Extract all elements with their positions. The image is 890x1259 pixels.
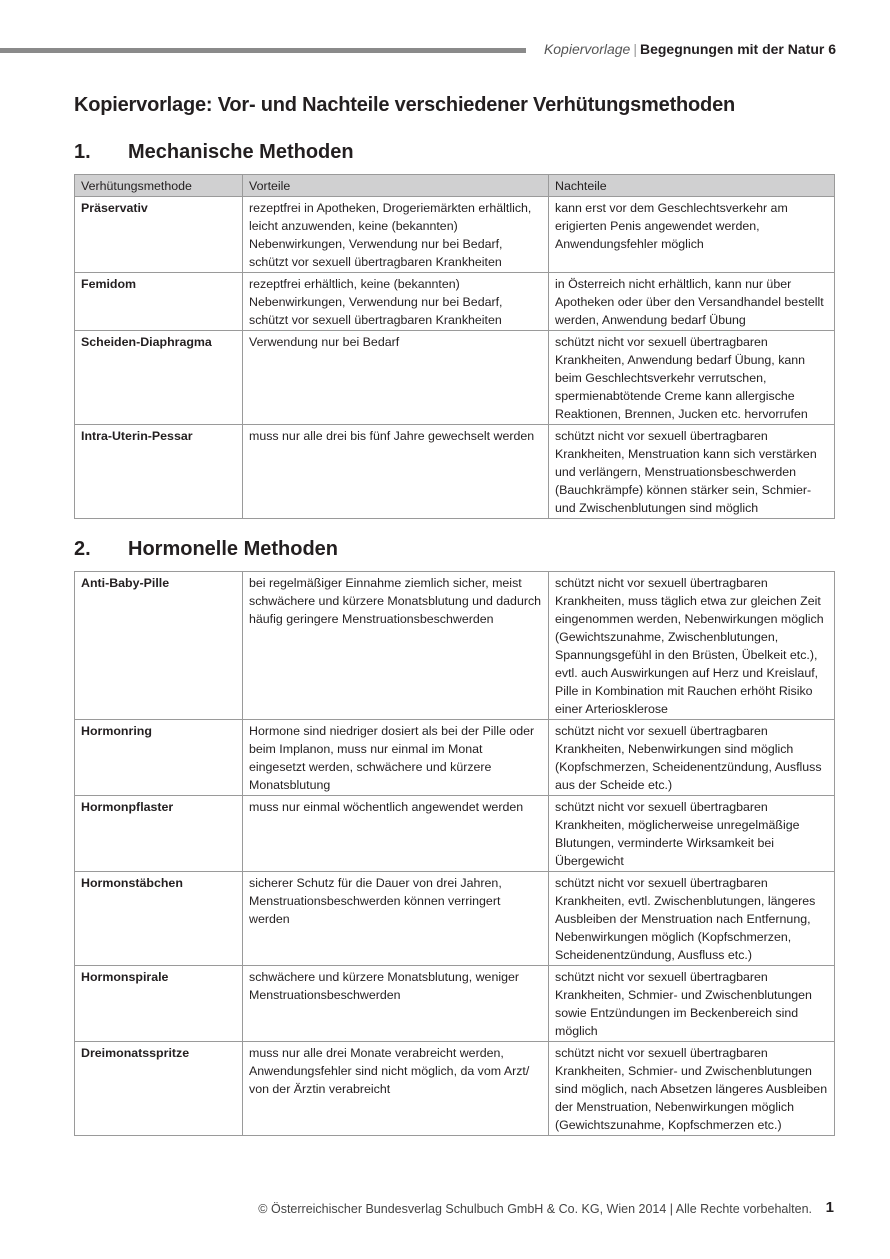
- cons-cell: in Österreich nicht erhältlich, kann nur über Apotheken oder über den Versandhandel bestellt werden, Anwendung bedarf Übung: [549, 273, 835, 331]
- pros-cell: schwächere und kürzere Monatsblutung, weniger Menstruationsbeschwerden: [243, 966, 549, 1042]
- section-2-heading: [74, 538, 338, 561]
- mechanical-methods-table: [74, 174, 835, 519]
- table-row: [75, 273, 835, 331]
- cons-cell: schützt nicht vor sexuell übertragbaren Krankheiten, möglicherweise unregelmäßige Blutungen, verminderte Wirksamkeit bei Übergewicht: [549, 796, 835, 872]
- method-cell: Intra-Uterin-Pessar: [75, 425, 243, 519]
- section-1-heading: [74, 141, 354, 164]
- method-cell: Dreimonatsspritze: [75, 1042, 243, 1136]
- method-cell: Hormonstäbchen: [75, 872, 243, 966]
- method-cell: Femidom: [75, 273, 243, 331]
- pros-cell: Hormone sind niedriger dosiert als bei der Pille oder beim Implanon, muss nur einmal im Monat eingesetzt werden, schwächere und kürzere Monatsblutung: [243, 720, 549, 796]
- cons-cell: schützt nicht vor sexuell übertragbaren Krankheiten, Menstruation kann sich verstärken und verlängern, Menstruationsbeschwerden (Bauchkrämpfe) können stärker sein, Schmier- und Zwischenblutungen sind möglich: [549, 425, 835, 519]
- copyright-footer: © Österreichischer Bundesverlag Schulbuch GmbH & Co. KG, Wien 2014 | Alle Rechte vorbehalten.: [258, 1202, 812, 1216]
- table-row: [75, 572, 835, 720]
- section-1-title: Mechanische Methoden: [128, 141, 354, 163]
- table-row: [75, 872, 835, 966]
- section-2-title: Hormonelle Methoden: [128, 538, 339, 560]
- cons-cell: schützt nicht vor sexuell übertragbaren Krankheiten, evtl. Zwischenblutungen, längeres Ausbleiben der Menstruation nach Entfernung, Nebenwirkungen möglich (Kopfschmerzen, Scheidenentzündung, Ausfluss etc.): [549, 872, 835, 966]
- cons-cell: schützt nicht vor sexuell übertragbaren Krankheiten, Schmier- und Zwischenblutungen sind möglich, nach Absetzen längeres Ausbleiben der Menstruation, Nebenwirkungen möglich (Gewichtszunahme, Kopfschmerzen etc.): [549, 1042, 835, 1136]
- pros-cell: sicherer Schutz für die Dauer von drei Jahren, Menstruationsbeschwerden können verringert werden: [243, 872, 549, 966]
- header-label: Kopiervorlage: [543, 41, 631, 57]
- cons-cell: schützt nicht vor sexuell übertragbaren Krankheiten, Anwendung bedarf Übung, kann beim Geschlechtsverkehr verrutschen, spermienabtötende Creme kann allergische Reaktionen, Brennen, Jucken etc. hervorrufen: [549, 331, 835, 425]
- running-header: [544, 41, 836, 57]
- method-cell: Hormonspirale: [75, 966, 243, 1042]
- pros-cell: Verwendung nur bei Bedarf: [243, 331, 549, 425]
- table-header-row: [75, 175, 835, 197]
- method-cell: Hormonring: [75, 720, 243, 796]
- table-row: [75, 720, 835, 796]
- table-row: [75, 197, 835, 273]
- column-header-method: Verhütungsmethode: [75, 175, 243, 197]
- page-number: 1: [825, 1199, 834, 1216]
- header-separator: |: [633, 41, 637, 57]
- column-header-cons: Nachteile: [549, 175, 835, 197]
- column-header-pros: Vorteile: [243, 175, 549, 197]
- section-2-number: 2.: [74, 538, 91, 560]
- header-series: Begegnungen mit der Natur 6: [639, 41, 836, 57]
- table-row: [75, 425, 835, 519]
- cons-cell: schützt nicht vor sexuell übertragbaren Krankheiten, Nebenwirkungen sind möglich (Kopfschmerzen, Scheidenentzündung, Ausfluss aus der Scheide etc.): [549, 720, 835, 796]
- cons-cell: kann erst vor dem Geschlechtsverkehr am erigierten Penis angewendet werden, Anwendungsfehler möglich: [549, 197, 835, 273]
- table-row: [75, 331, 835, 425]
- table-row: [75, 796, 835, 872]
- hormonal-methods-table: [74, 571, 835, 1136]
- method-cell: Hormonpflaster: [75, 796, 243, 872]
- pros-cell: muss nur alle drei bis fünf Jahre gewechselt werden: [243, 425, 549, 519]
- pros-cell: rezeptfrei erhältlich, keine (bekannten) Nebenwirkungen, Verwendung nur bei Bedarf, schützt vor sexuell übertragbaren Krankheiten: [243, 273, 549, 331]
- table-row: [75, 1042, 835, 1136]
- header-rule: [0, 48, 526, 53]
- method-cell: Scheiden-Diaphragma: [75, 331, 243, 425]
- pros-cell: muss nur alle drei Monate verabreicht werden, Anwendungsfehler sind nicht möglich, da vom Arzt/ von der Ärztin verabreicht: [243, 1042, 549, 1136]
- cons-cell: schützt nicht vor sexuell übertragbaren Krankheiten, muss täglich etwa zur gleichen Zeit eingenommen werden, Nebenwirkungen möglich (Gewichtszunahme, Zwischenblutungen, Spannungsgefühl in den Brüsten, Übelkeit etc.), evtl. auch Auswirkungen auf Herz und Kreislauf, Pille in Kombination mit Rauchen erhöht Risiko einer Arteriosklerose: [549, 572, 835, 720]
- pros-cell: rezeptfrei in Apotheken, Drogeriemärkten erhältlich, leicht anzuwenden, keine (bekannten) Nebenwirkungen, Verwendung nur bei Bedarf, schützt vor sexuell übertragbaren Krankheiten: [243, 197, 549, 273]
- method-cell: Anti-Baby-Pille: [75, 572, 243, 720]
- method-cell: Präservativ: [75, 197, 243, 273]
- section-1-number: 1.: [74, 141, 91, 163]
- cons-cell: schützt nicht vor sexuell übertragbaren Krankheiten, Schmier- und Zwischenblutungen sowie Entzündungen im Beckenbereich sind möglich: [549, 966, 835, 1042]
- pros-cell: muss nur einmal wöchentlich angewendet werden: [243, 796, 549, 872]
- pros-cell: bei regelmäßiger Einnahme ziemlich sicher, meist schwächere und kürzere Monatsblutung und dadurch häufig geringere Menstruationsbeschwerden: [243, 572, 549, 720]
- table-row: [75, 966, 835, 1042]
- page-title: Kopiervorlage: Vor- und Nachteile verschiedener Verhütungsmethoden: [74, 94, 736, 116]
